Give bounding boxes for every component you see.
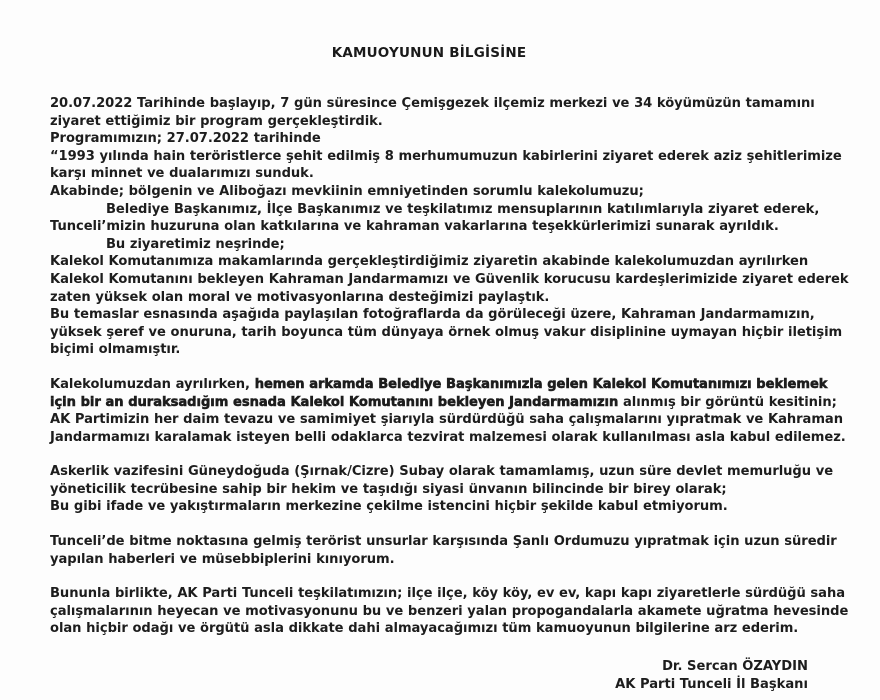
paragraph-text: 20.07.2022 Tarihinde başlayıp, 7 gün süresince Çemişgezek ilçemiz merkezi ve 34 köyümüzün tamamını ziyaret ettiğimiz bir program gerçekleştirdik. xyxy=(50,96,815,129)
paragraph-5 xyxy=(50,201,858,236)
paragraph-text: Akabinde; bölgenin ve Aliboğazı mevkiinin emniyetinden sorumlu kalekolumuzu; xyxy=(50,183,644,199)
signature-role: AK Parti Tunceli İl Başkanı xyxy=(615,676,808,692)
paragraph-text: Bu temaslar esnasında aşağıda paylaşılan fotoğraflarda da görüleceği üzere, Kahraman Jandarmamızın, yüksek şeref ve onuruna, tarih boyunca tüm dünyaya örnek olmuş vakur disiplinine uymayan hiçbir iletişim biçimi olmamıştır. xyxy=(50,307,843,358)
paragraph-text: Bu ziyaretimiz neşrinde; xyxy=(106,236,285,252)
paragraph-4 xyxy=(50,183,858,201)
paragraph-10 xyxy=(50,463,858,498)
paragraph-text: “1993 yılında hain teröristlerce şehit edilmiş 8 merhumumuzun kabirlerini ziyaret ederek aziz şehitlerimize karşı minnet ve dualarımızı sunduk. xyxy=(50,148,842,182)
paragraph-text: Bu gibi ifade ve yakıştırmaların merkezine çekilme istencini hiçbir şekilde kabul etmiyorum. xyxy=(50,499,728,515)
paragraph-8 xyxy=(50,306,858,359)
paragraph-13 xyxy=(50,585,858,638)
paragraph-6 xyxy=(50,236,858,254)
paragraph-segment-lead: Kalekolumuzdan ayrılırken, xyxy=(50,376,255,392)
paragraph-text: Programımızın; 27.07.2022 tarihinde xyxy=(50,131,321,147)
paragraph-9 xyxy=(50,376,858,446)
signature-name: Dr. Sercan ÖZAYDIN xyxy=(662,659,808,675)
paragraph-segment-tail: alınmış bir görüntü kesitinin; AK Partimizin her daim tevazu ve samimiyet şiarıyla sürdürdüğü saha çalışmalarını yıpratmak ve Kahraman Jandarmamızı karalamak isteyen belli odaklarca tezvirat malzemesi olarak kullanılması asla kabul edilemez. xyxy=(50,394,846,445)
paragraph-12 xyxy=(50,533,858,568)
signature-block xyxy=(50,658,858,693)
paragraph-text: Bununla birlikte, AK Parti Tunceli teşkilatımızın; ilçe ilçe, köy köy, ev ev, kapı kapı ziyaretlerle sürdüğü saha çalışmalarının heyecan ve motivasyonunu bu ve benzeri yalan propogandalarla akamete uğratma hevesinde olan hiçbir odağı ve örgütü asla dikkate dahi almayacağımızı tüm kamuoyunun bilgilerine arz ederim. xyxy=(50,586,849,637)
paragraph-segment-emphasis: hemen arkamda Belediye Başkanımızla gelen Kalekol Komutanımızı beklemek için bir an duraksadığım esnada Kalekol Komutanını bekleyen Jandarmamızın xyxy=(50,376,828,410)
paragraph-2 xyxy=(50,130,858,148)
paragraph-text: Tunceli’de bitme noktasına gelmiş terörist unsurlar karşısında Şanlı Ordumuzu yıpratmak için uzun süredir yapılan haberleri ve müsebbiplerini kınıyorum. xyxy=(50,534,837,567)
page-title: KAMUOYUNUN BİLGİSİNE xyxy=(331,45,527,61)
paragraph-text: Kalekol Komutanımıza makamlarında gerçekleştirdiğimiz ziyaretin akabinde kalekolumuzdan ayrılırken Kalekol Komutanını bekleyen Kahraman Jandarmamızı ve Güvenlik korucusu kardeşlerimizide ziyaret ederek zaten yüksek olan moral ve motivasyonlarına desteğimizi paylaştık. xyxy=(50,254,849,305)
paragraph-7 xyxy=(50,253,858,306)
paragraph-11 xyxy=(50,498,858,516)
paragraph-text: Askerlik vazifesini Güneydoğuda (Şırnak/Cizre) Subay olarak tamamlamış, uzun süre devlet memurluğu ve yöneticilik tecrübesine sahip bir hekim ve taşıdığı siyasi ünvanın bilincinde bir birey olarak; xyxy=(50,464,834,497)
paragraph-1 xyxy=(50,95,858,130)
paragraph-text: Belediye Başkanımız, İlçe Başkanımız ve teşkilatımız mensuplarının katılımlarıyla ziyaret ederek, Tunceli’mizin huzuruna olan katkılarına ve kahraman vakarlarına teşekkürlerimizi sunarak ayrıldık. xyxy=(50,201,820,235)
document-body xyxy=(0,61,880,693)
paragraph-3 xyxy=(50,148,858,183)
